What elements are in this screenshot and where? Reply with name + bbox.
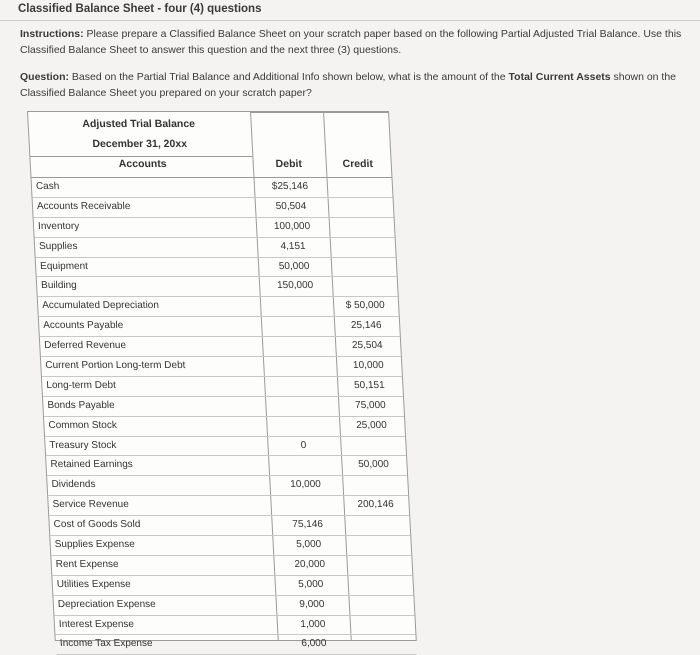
credit-value: 50,151 (353, 379, 385, 391)
account-name: Rent Expense (55, 558, 119, 570)
table-row (48, 496, 409, 516)
trial-balance-rows (32, 178, 417, 655)
account-name: Supplies Expense (54, 539, 136, 551)
col-accounts-header: Accounts (118, 158, 167, 170)
account-name: Bonds Payable (47, 399, 115, 411)
col-credit-header: Credit (342, 158, 374, 170)
table-row (55, 635, 416, 655)
debit-value: 0 (300, 439, 307, 451)
table-row (52, 576, 413, 596)
account-name: Common Stock (48, 419, 118, 431)
account-name: Accumulated Depreciation (41, 300, 160, 312)
question-paragraph (20, 69, 698, 101)
table-row (35, 238, 396, 258)
debit-value: 6,000 (301, 638, 327, 650)
account-name: Long-term Debt (46, 379, 117, 391)
table-row (42, 377, 403, 397)
credit-value: 25,146 (350, 320, 382, 332)
debit-value: 100,000 (273, 220, 311, 232)
account-name: Utilities Expense (56, 578, 132, 590)
credit-value: 75,000 (354, 399, 387, 411)
account-name: Deferred Revenue (44, 340, 127, 352)
debit-value: 5,000 (298, 578, 324, 590)
instructions-label: Instructions: (20, 28, 84, 40)
account-name: Supplies (38, 240, 78, 252)
table-row (47, 476, 408, 496)
page-title: Classified Balance Sheet - four (4) questions (18, 3, 262, 15)
table-row (53, 596, 414, 616)
table-row (34, 218, 395, 238)
account-name: Equipment (39, 260, 89, 272)
table-row (37, 277, 398, 297)
account-name: Treasury Stock (49, 439, 117, 451)
credit-value: 200,146 (357, 499, 395, 511)
account-name: Depreciation Expense (57, 598, 156, 610)
table-row (43, 397, 404, 417)
table-row (39, 317, 400, 337)
trial-balance-table (27, 111, 417, 650)
account-name: Current Portion Long-term Debt (45, 360, 186, 372)
table-row (50, 536, 411, 556)
credit-value: 10,000 (352, 360, 384, 372)
accounts-header-divider (30, 156, 252, 157)
col-debit-header: Debit (275, 158, 303, 170)
title-divider (0, 20, 700, 21)
table-row (44, 417, 405, 437)
account-name: Income Tax Expense (59, 638, 153, 650)
debit-value: 1,000 (300, 618, 326, 630)
table-row (40, 337, 401, 357)
account-name: Inventory (37, 220, 80, 232)
debit-value: $25,146 (271, 181, 309, 192)
question-emphasis: Total Current Assets (508, 71, 611, 83)
trial-balance-date: December 31, 20xx (92, 138, 188, 150)
account-name: Cash (35, 181, 60, 192)
debit-value: 10,000 (290, 479, 322, 491)
table-row (41, 357, 402, 377)
debit-value: 75,146 (292, 519, 324, 531)
debit-value: 50,000 (278, 260, 310, 272)
instructions-text: Please prepare a Classified Balance Sheet on your scratch paper based on the following Partial Adjusted Trial Balance. Use this Classified Balance Sheet to answer this question and the next three (3) questions. (20, 28, 682, 56)
debit-value: 50,504 (275, 200, 307, 212)
table-row (45, 437, 406, 457)
table-row (33, 198, 394, 218)
table-row (38, 297, 399, 317)
account-name: Dividends (51, 479, 96, 491)
header-divider (250, 112, 388, 113)
account-name: Interest Expense (58, 618, 135, 630)
credit-value: $ 50,000 (345, 300, 385, 312)
account-name: Retained Earnings (50, 459, 134, 471)
debit-value: 150,000 (276, 280, 314, 292)
account-name: Cost of Goods Sold (53, 519, 141, 531)
instructions-paragraph (20, 26, 690, 58)
question-text-before: Based on the Partial Trial Balance and Additional Info shown below, what is the amount of the (69, 71, 509, 83)
question-label: Question: (20, 71, 69, 83)
account-name: Building (40, 280, 78, 292)
account-name: Service Revenue (52, 499, 130, 511)
debit-value: 4,151 (280, 240, 306, 252)
table-row (51, 556, 412, 576)
debit-value: 9,000 (299, 598, 325, 610)
account-name: Accounts Payable (42, 320, 124, 332)
debit-value: 5,000 (295, 539, 322, 551)
trial-balance-heading: Adjusted Trial Balance (82, 118, 196, 130)
credit-value: 25,000 (355, 419, 388, 431)
credit-value: 50,000 (357, 459, 390, 471)
credit-value: 25,504 (351, 340, 383, 352)
account-name: Accounts Receivable (36, 200, 131, 212)
debit-value: 20,000 (294, 558, 326, 570)
table-row (54, 616, 415, 636)
table-row (36, 258, 397, 278)
table-row (46, 456, 407, 476)
table-row (49, 516, 410, 536)
question-text-after: shown on the Classified Balance Sheet you prepared on your scratch paper? (20, 71, 677, 99)
table-row (32, 178, 393, 198)
